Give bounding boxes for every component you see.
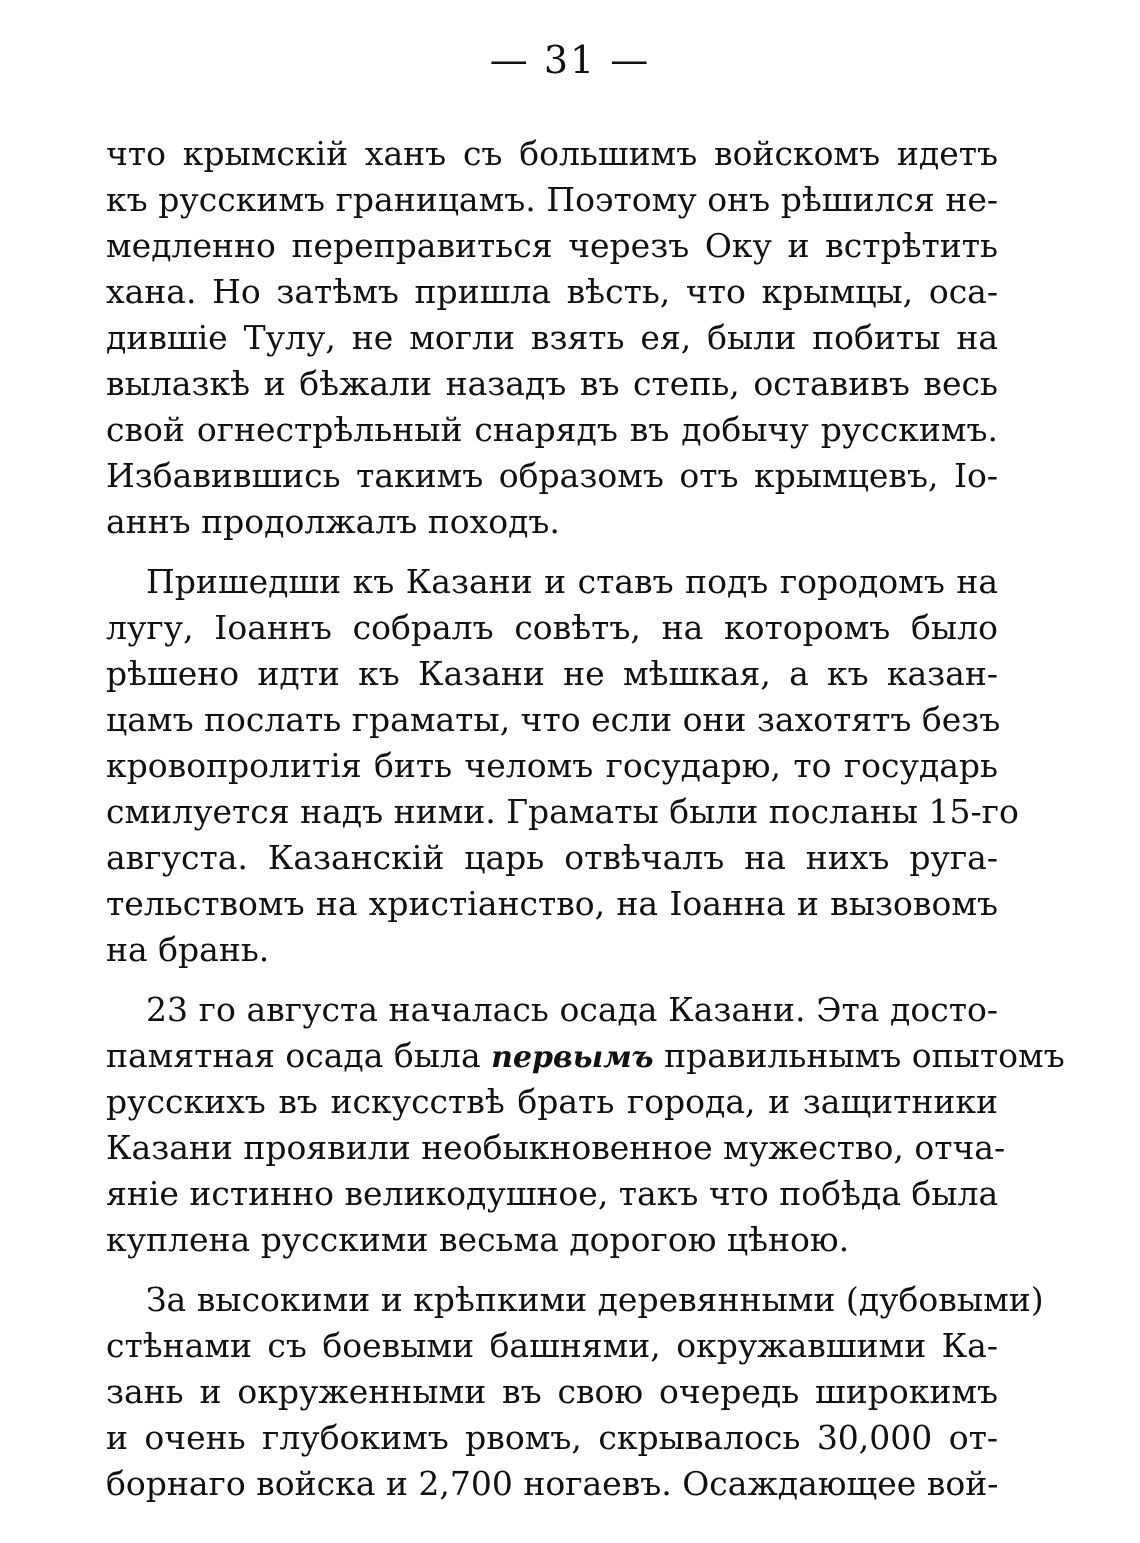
paragraph-2 xyxy=(106,559,1019,973)
text-line: августа. Казанскій царь отвѣчалъ на нихъ руга- xyxy=(106,838,998,877)
text-line: на брань. xyxy=(106,930,270,969)
text-line: куплена русскими весьма дорогою цѣною. xyxy=(106,1220,850,1259)
text-line xyxy=(106,1033,1065,1079)
text-run: памятная осада была xyxy=(106,1036,492,1075)
text-line: тельствомъ на христіанство, на Іоанна и вызовомъ xyxy=(106,884,998,923)
text-line: смилуется надъ ними. Граматы были посланы 15-го xyxy=(106,792,1019,831)
text-body xyxy=(106,131,1065,1507)
text-line: рѣшено идти къ Казани не мѣшкая, а къ казан- xyxy=(106,654,998,693)
text-line: цамъ послать граматы, что если они захотятъ безъ xyxy=(106,700,1001,739)
text-line: и очень глубокимъ рвомъ, скрывалось 30,000 от- xyxy=(106,1418,998,1457)
paragraph-3 xyxy=(106,987,1065,1263)
text-line: Избавившись такимъ образомъ отъ крымцевъ, Іо- xyxy=(106,456,998,495)
text-line: къ русскимъ границамъ. Поэтому онъ рѣшился не- xyxy=(106,180,998,219)
text-line: Казани проявили необыкновенное мужество, отча- xyxy=(106,1128,1006,1167)
text-line: аннъ продолжалъ походъ. xyxy=(106,502,560,541)
page-number: — 31 — xyxy=(489,38,651,82)
text-line: зань и окруженными въ свою очередь широкимъ xyxy=(106,1372,998,1411)
paragraph-1 xyxy=(106,131,998,545)
text-line: медленно переправиться черезъ Оку и встрѣтить xyxy=(106,226,998,265)
text-line: стѣнами съ боевыми башнями, окружавшими Ка- xyxy=(106,1326,998,1365)
text-run: правильнымъ опытомъ xyxy=(653,1036,1065,1075)
text-line: дившіе Тулу, не могли взять ея, были побиты на xyxy=(106,318,998,357)
text-line: русскихъ въ искусствѣ брать города, и защитники xyxy=(106,1082,998,1121)
text-line: кровопролитія бить челомъ государю, то государь xyxy=(106,746,998,785)
text-line: 23 го августа началась осада Казани. Эта досто- xyxy=(146,990,998,1029)
text-line: лугу, Іоаннъ собралъ совѣтъ, на которомъ было xyxy=(106,608,998,647)
text-line: яніе истинно великодушное, такъ что побѣда была xyxy=(106,1174,999,1213)
text-line: свой огнестрѣльный снарядъ въ добычу русскимъ. xyxy=(106,410,998,449)
emphasized-word: первымъ xyxy=(491,1040,654,1075)
text-line: что крымскій ханъ съ большимъ войскомъ идетъ xyxy=(106,134,998,173)
text-line: вылазкѣ и бѣжали назадъ въ степь, оставивъ весь xyxy=(106,364,998,403)
paragraph-4 xyxy=(106,1277,1044,1507)
text-line: борнаго войска и 2,700 ногаевъ. Осаждающее вой- xyxy=(106,1464,999,1503)
text-line: Пришедши къ Казани и ставъ подъ городомъ на xyxy=(146,562,998,601)
text-line: хана. Но затѣмъ пришла вѣсть, что крымцы, оса- xyxy=(106,272,998,311)
text-line: За высокими и крѣпкими деревянными (дубовыми) xyxy=(146,1280,1044,1319)
